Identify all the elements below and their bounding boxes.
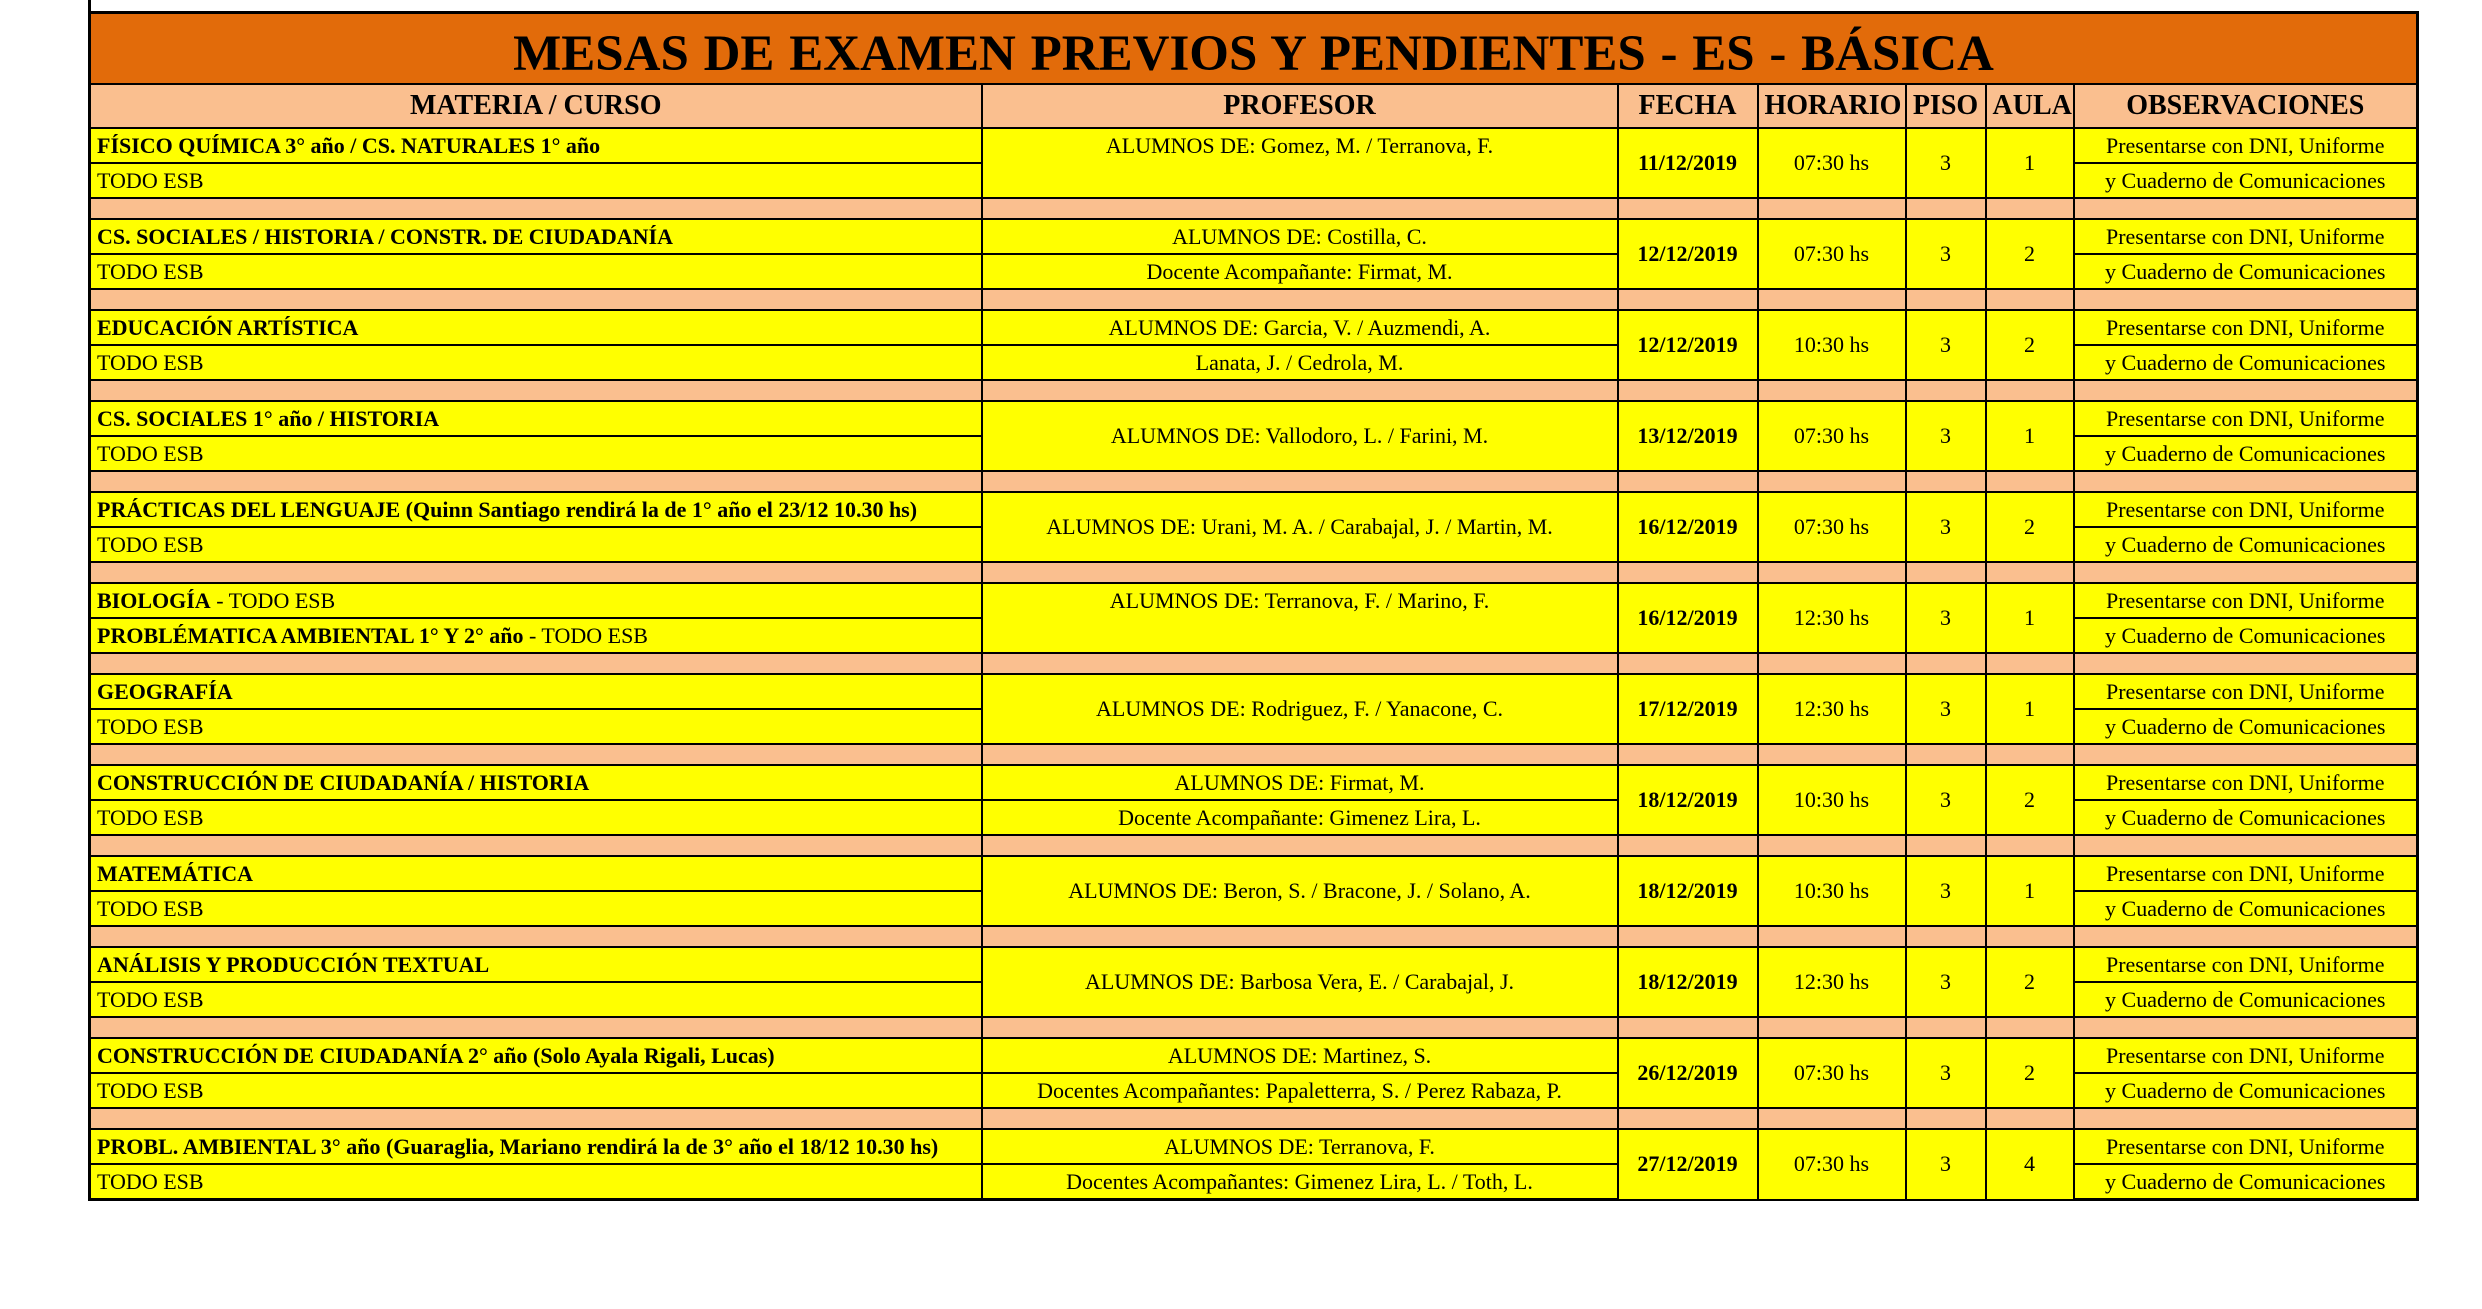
profesor-cell: ALUMNOS DE: Urani, M. A. / Carabajal, J. / Martin, M.	[982, 492, 1618, 562]
materia-cell	[90, 1038, 982, 1073]
piso-cell: 3	[1906, 492, 1986, 562]
materia-cell	[90, 527, 982, 562]
spacer-row	[90, 744, 2418, 765]
profesor-cell-line-2: Docentes Acompañantes: Gimenez Lira, L. / Toth, L.	[982, 1164, 1618, 1200]
spacer-row	[90, 562, 2418, 583]
fecha-cell: 11/12/2019	[1618, 128, 1758, 198]
exam-schedule-table	[88, 11, 2419, 1201]
materia-line-1: FÍSICO QUÍMICA 3° año / CS. NATURALES 1° año	[97, 132, 601, 158]
observaciones-line-2: y Cuaderno de Comunicaciones	[2074, 163, 2418, 198]
fecha-cell: 16/12/2019	[1618, 583, 1758, 653]
fecha-cell: 18/12/2019	[1618, 947, 1758, 1017]
materia-cell	[90, 1129, 982, 1164]
observaciones-line-1: Presentarse con DNI, Uniforme	[2074, 674, 2418, 709]
observaciones-line-1: Presentarse con DNI, Uniforme	[2074, 310, 2418, 345]
materia-cell	[90, 947, 982, 982]
horario-cell: 10:30 hs	[1758, 856, 1906, 926]
aula-cell: 2	[1986, 947, 2074, 1017]
piso-cell: 3	[1906, 583, 1986, 653]
piso-cell: 3	[1906, 401, 1986, 471]
spacer-row	[90, 198, 2418, 219]
observaciones-line-1: Presentarse con DNI, Uniforme	[2074, 947, 2418, 982]
table-row	[90, 128, 2418, 163]
aula-cell: 2	[1986, 492, 2074, 562]
profesor-cell: ALUMNOS DE: Vallodoro, L. / Farini, M.	[982, 401, 1618, 471]
materia-cell	[90, 219, 982, 254]
header-row	[90, 84, 2418, 128]
aula-cell: 1	[1986, 583, 2074, 653]
fecha-cell: 18/12/2019	[1618, 856, 1758, 926]
materia-line-1: MATEMÁTICA	[97, 860, 254, 886]
observaciones-line-2: y Cuaderno de Comunicaciones	[2074, 1073, 2418, 1108]
table-row	[90, 492, 2418, 527]
observaciones-line-2: y Cuaderno de Comunicaciones	[2074, 800, 2418, 835]
materia-cell	[90, 856, 982, 891]
profesor-cell: ALUMNOS DE: Beron, S. / Bracone, J. / Solano, A.	[982, 856, 1618, 926]
observaciones-line-2: y Cuaderno de Comunicaciones	[2074, 254, 2418, 289]
piso-cell: 3	[1906, 1038, 1986, 1108]
materia-cell	[90, 128, 982, 163]
materia-cell	[90, 310, 982, 345]
materia-line-1: CONSTRUCCIÓN DE CIUDADANÍA 2° año (Solo Ayala Rigali, Lucas)	[97, 1042, 775, 1068]
aula-cell: 2	[1986, 310, 2074, 380]
spacer-row	[90, 1017, 2418, 1038]
materia-cell	[90, 800, 982, 835]
profesor-cell: ALUMNOS DE: Costilla, C.	[982, 219, 1618, 254]
horario-cell: 07:30 hs	[1758, 492, 1906, 562]
table-row	[90, 765, 2418, 800]
fecha-cell: 12/12/2019	[1618, 219, 1758, 289]
table-row	[90, 674, 2418, 709]
materia-line-2: TODO ESB	[97, 713, 204, 739]
materia-line-1: PRÁCTICAS DEL LENGUAJE (Quinn Santiago rendirá la de 1° año el 23/12 10.30 hs)	[97, 496, 918, 522]
materia-line-2: TODO ESB	[97, 349, 204, 375]
horario-cell: 12:30 hs	[1758, 583, 1906, 653]
aula-cell: 1	[1986, 856, 2074, 926]
fecha-cell: 13/12/2019	[1618, 401, 1758, 471]
materia-line-2: TODO ESB	[97, 258, 204, 284]
aula-cell: 1	[1986, 401, 2074, 471]
materia-line-2: TODO ESB	[97, 167, 204, 193]
observaciones-line-2: y Cuaderno de Comunicaciones	[2074, 891, 2418, 926]
observaciones-line-1: Presentarse con DNI, Uniforme	[2074, 492, 2418, 527]
table-row	[90, 583, 2418, 618]
materia-line-1-suffix: - TODO ESB	[210, 587, 336, 613]
table-row	[90, 947, 2418, 982]
materia-cell	[90, 891, 982, 926]
materia-line-2: TODO ESB	[97, 531, 204, 557]
materia-line-1: EDUCACIÓN ARTÍSTICA	[97, 314, 359, 340]
materia-cell	[90, 492, 982, 527]
materia-cell	[90, 436, 982, 471]
observaciones-line-1: Presentarse con DNI, Uniforme	[2074, 856, 2418, 891]
horario-cell: 07:30 hs	[1758, 401, 1906, 471]
observaciones-line-1: Presentarse con DNI, Uniforme	[2074, 219, 2418, 254]
materia-cell	[90, 583, 982, 618]
observaciones-line-1: Presentarse con DNI, Uniforme	[2074, 401, 2418, 436]
spacer-row	[90, 289, 2418, 310]
aula-cell: 2	[1986, 219, 2074, 289]
horario-cell: 07:30 hs	[1758, 1038, 1906, 1108]
aula-cell: 1	[1986, 128, 2074, 198]
fecha-cell: 18/12/2019	[1618, 765, 1758, 835]
observaciones-line-1: Presentarse con DNI, Uniforme	[2074, 765, 2418, 800]
horario-cell: 10:30 hs	[1758, 765, 1906, 835]
materia-line-2: TODO ESB	[97, 804, 204, 830]
profesor-cell: ALUMNOS DE: Gomez, M. / Terranova, F.	[982, 128, 1618, 198]
fecha-cell: 26/12/2019	[1618, 1038, 1758, 1108]
table-row	[90, 310, 2418, 345]
profesor-cell: ALUMNOS DE: Martinez, S.	[982, 1038, 1618, 1073]
observaciones-line-2: y Cuaderno de Comunicaciones	[2074, 527, 2418, 562]
fecha-cell: 27/12/2019	[1618, 1129, 1758, 1200]
aula-cell: 4	[1986, 1129, 2074, 1200]
aula-cell: 2	[1986, 765, 2074, 835]
profesor-cell: ALUMNOS DE: Barbosa Vera, E. / Carabajal, J.	[982, 947, 1618, 1017]
title-row	[90, 13, 2418, 85]
spacer-row	[90, 653, 2418, 674]
piso-cell: 3	[1906, 219, 1986, 289]
piso-cell: 3	[1906, 856, 1986, 926]
piso-cell: 3	[1906, 674, 1986, 744]
materia-cell	[90, 254, 982, 289]
observaciones-line-1: Presentarse con DNI, Uniforme	[2074, 583, 2418, 618]
observaciones-line-2: y Cuaderno de Comunicaciones	[2074, 1164, 2418, 1200]
materia-line-2: TODO ESB	[97, 1168, 204, 1194]
table-row	[90, 401, 2418, 436]
materia-line-2: TODO ESB	[97, 440, 204, 466]
materia-cell	[90, 982, 982, 1017]
header-profesor: PROFESOR	[982, 84, 1618, 128]
materia-cell	[90, 765, 982, 800]
fecha-cell: 12/12/2019	[1618, 310, 1758, 380]
materia-line-1: ANÁLISIS Y PRODUCCIÓN TEXTUAL	[97, 951, 490, 977]
observaciones-line-2: y Cuaderno de Comunicaciones	[2074, 618, 2418, 653]
observaciones-line-2: y Cuaderno de Comunicaciones	[2074, 982, 2418, 1017]
profesor-cell: ALUMNOS DE: Terranova, F. / Marino, F.	[982, 583, 1618, 653]
header-aula: AULA	[1986, 84, 2074, 128]
profesor-cell-line-2: Docente Acompañante: Gimenez Lira, L.	[982, 800, 1618, 835]
materia-line-1: CONSTRUCCIÓN DE CIUDADANÍA / HISTORIA	[97, 769, 590, 795]
horario-cell: 10:30 hs	[1758, 310, 1906, 380]
materia-line-2: TODO ESB	[97, 895, 204, 921]
fecha-cell: 16/12/2019	[1618, 492, 1758, 562]
horario-cell: 12:30 hs	[1758, 947, 1906, 1017]
profesor-cell-line-2: Docente Acompañante: Firmat, M.	[982, 254, 1618, 289]
profesor-cell-line-2: Docentes Acompañantes: Papaletterra, S. / Perez Rabaza, P.	[982, 1073, 1618, 1108]
table-row	[90, 856, 2418, 891]
spacer-row	[90, 380, 2418, 401]
profesor-cell: ALUMNOS DE: Firmat, M.	[982, 765, 1618, 800]
observaciones-line-1: Presentarse con DNI, Uniforme	[2074, 128, 2418, 163]
materia-line-1: GEOGRAFÍA	[97, 678, 233, 704]
piso-cell: 3	[1906, 128, 1986, 198]
materia-cell	[90, 401, 982, 436]
observaciones-line-2: y Cuaderno de Comunicaciones	[2074, 345, 2418, 380]
aula-cell: 1	[1986, 674, 2074, 744]
header-piso: PISO	[1906, 84, 1986, 128]
table-row	[90, 219, 2418, 254]
profesor-cell: ALUMNOS DE: Terranova, F.	[982, 1129, 1618, 1164]
piso-cell: 3	[1906, 947, 1986, 1017]
materia-cell	[90, 1164, 982, 1200]
observaciones-line-1: Presentarse con DNI, Uniforme	[2074, 1129, 2418, 1164]
materia-line-1: CS. SOCIALES / HISTORIA / CONSTR. DE CIUDADANÍA	[97, 223, 674, 249]
observaciones-line-2: y Cuaderno de Comunicaciones	[2074, 436, 2418, 471]
materia-line-1: PROBL. AMBIENTAL 3° año (Guaraglia, Mariano rendirá la de 3° año el 18/12 10.30 hs)	[97, 1133, 939, 1159]
aula-cell: 2	[1986, 1038, 2074, 1108]
header-materia: MATERIA / CURSO	[90, 84, 982, 128]
observaciones-line-1: Presentarse con DNI, Uniforme	[2074, 1038, 2418, 1073]
materia-cell	[90, 163, 982, 198]
materia-cell	[90, 618, 982, 653]
header-observaciones: OBSERVACIONES	[2074, 84, 2418, 128]
materia-line-2: PROBLÉMATICA AMBIENTAL 1° Y 2° año	[97, 622, 524, 648]
spacer-row	[90, 1108, 2418, 1129]
header-fecha: FECHA	[1618, 84, 1758, 128]
materia-cell	[90, 709, 982, 744]
materia-cell	[90, 1073, 982, 1108]
horario-cell: 07:30 hs	[1758, 219, 1906, 289]
piso-cell: 3	[1906, 1129, 1986, 1200]
horario-cell: 07:30 hs	[1758, 1129, 1906, 1200]
spacer-row	[90, 471, 2418, 492]
header-horario: HORARIO	[1758, 84, 1906, 128]
horario-cell: 12:30 hs	[1758, 674, 1906, 744]
materia-cell	[90, 345, 982, 380]
materia-line-1: BIOLOGÍA	[97, 587, 211, 613]
materia-line-2-suffix: - TODO ESB	[523, 622, 648, 648]
materia-cell	[90, 674, 982, 709]
profesor-cell: ALUMNOS DE: Rodriguez, F. / Yanacone, C.	[982, 674, 1618, 744]
piso-cell: 3	[1906, 765, 1986, 835]
piso-cell: 3	[1906, 310, 1986, 380]
horario-cell: 07:30 hs	[1758, 128, 1906, 198]
materia-line-2: TODO ESB	[97, 1077, 204, 1103]
materia-line-2: TODO ESB	[97, 986, 204, 1012]
observaciones-line-2: y Cuaderno de Comunicaciones	[2074, 709, 2418, 744]
spacer-row	[90, 835, 2418, 856]
spacer-row	[90, 926, 2418, 947]
table-row	[90, 1038, 2418, 1073]
table-title: MESAS DE EXAMEN PREVIOS Y PENDIENTES - ES - BÁSICA	[90, 13, 2418, 85]
profesor-cell-line-2: Lanata, J. / Cedrola, M.	[982, 345, 1618, 380]
materia-line-1: CS. SOCIALES 1° año / HISTORIA	[97, 405, 440, 431]
profesor-cell: ALUMNOS DE: Garcia, V. / Auzmendi, A.	[982, 310, 1618, 345]
fecha-cell: 17/12/2019	[1618, 674, 1758, 744]
table-row	[90, 1129, 2418, 1164]
